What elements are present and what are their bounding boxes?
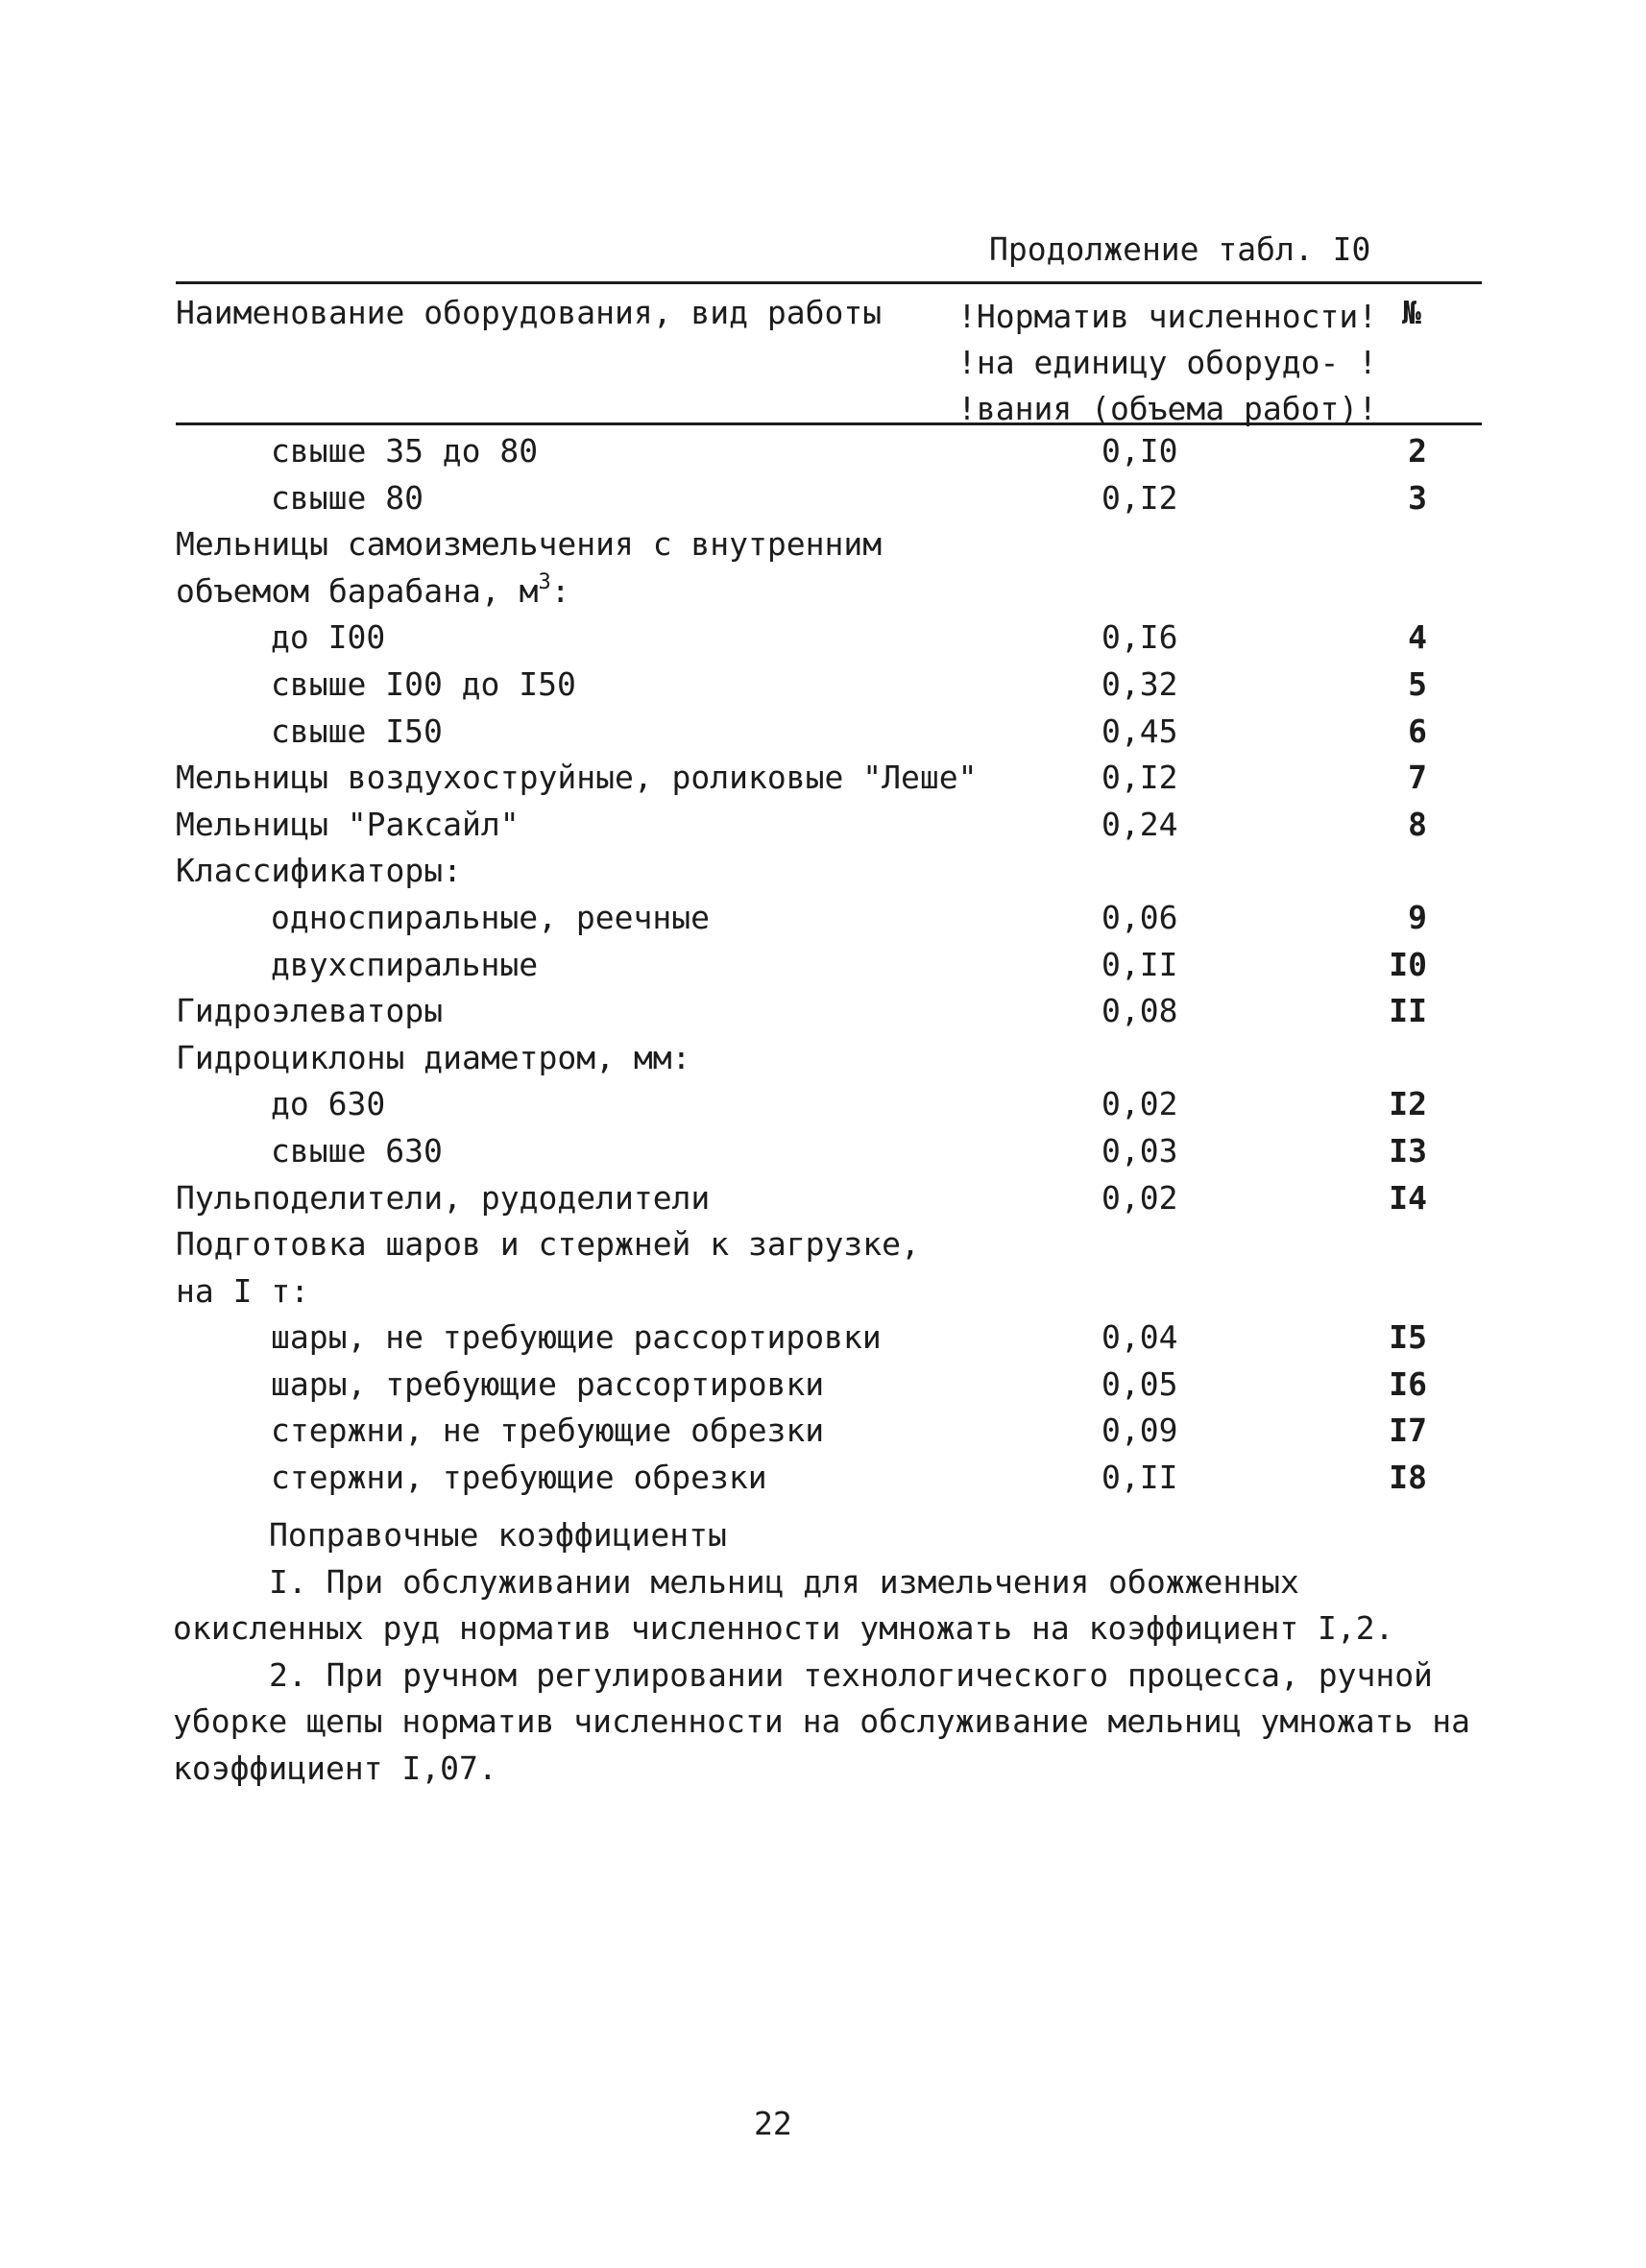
row-name: Пульподелители, рудоделители — [176, 1178, 711, 1217]
row-name: объемом барабана, м — [176, 571, 539, 610]
row-name-tail: : — [550, 571, 570, 610]
row-value: 0,03 — [1101, 1131, 1178, 1170]
table-row — [0, 1128, 1646, 1175]
row-value: 0,08 — [1101, 992, 1178, 1030]
row-value: 0,I2 — [1101, 759, 1178, 797]
header-norm-line: !вания (объема работ)! — [957, 390, 1378, 427]
table-row — [0, 1315, 1646, 1362]
row-value: 0,II — [1101, 1459, 1178, 1497]
row-number: I4 — [1389, 1178, 1427, 1217]
row-name: стержни, не требующие обрезки — [271, 1411, 825, 1450]
row-number: I7 — [1389, 1411, 1427, 1450]
row-name: односпиральные, реечные — [271, 898, 710, 936]
table-row — [0, 1035, 1646, 1082]
row-name: Мельницы самоизмельчения с внутренним — [176, 525, 883, 564]
table-body — [0, 428, 1646, 1502]
row-name: Классификаторы: — [176, 852, 463, 890]
row-name: на I т: — [176, 1271, 310, 1310]
table-row — [0, 1455, 1646, 1502]
table-row — [0, 848, 1646, 895]
row-number: 2 — [1408, 432, 1427, 470]
row-name: свыше 630 — [271, 1131, 443, 1170]
table-row — [0, 1081, 1646, 1128]
row-value: 0,06 — [1101, 898, 1178, 936]
row-number: I2 — [1389, 1085, 1427, 1123]
notes-title: Поправочные коэффициенты — [269, 1516, 727, 1554]
row-value: 0,45 — [1101, 712, 1178, 750]
row-name: свыше 35 до 80 — [271, 432, 539, 470]
table-row — [0, 1408, 1646, 1455]
row-value: 0,02 — [1101, 1178, 1178, 1217]
table-row — [0, 521, 1646, 568]
row-number: I3 — [1389, 1131, 1427, 1170]
row-name: двухспиральные — [271, 945, 539, 983]
header-number-column: № — [1402, 294, 1421, 331]
row-name: до I00 — [271, 618, 386, 657]
row-value: 0,I0 — [1101, 432, 1178, 470]
row-name: Подготовка шаров и стержней к загрузке, — [176, 1225, 920, 1264]
row-number: 5 — [1408, 664, 1427, 703]
row-value: 0,09 — [1101, 1411, 1178, 1450]
table-row — [0, 475, 1646, 522]
table-row — [0, 802, 1646, 849]
note-paragraph: 2. При ручном регулировании технологического процесса, ручной уборке щепы норматив численности на обслуживание мельниц умножать на коэффициент I,07. — [173, 1655, 1471, 1787]
table-row — [0, 615, 1646, 662]
header-bottom-rule — [176, 422, 1482, 425]
row-value: 0,04 — [1101, 1318, 1178, 1357]
table-row — [0, 988, 1646, 1035]
table-row — [0, 1362, 1646, 1409]
row-number: I5 — [1389, 1318, 1427, 1357]
note-paragraph: I. При обслуживании мельниц для измельчения обожженных окисленных руд норматив численности умножать на коэффициент I,2. — [173, 1562, 1394, 1647]
header-norm-line: !Норматив численности! — [957, 298, 1378, 335]
table-top-rule — [176, 281, 1482, 284]
row-name: Мельницы воздухоструйные, роликовые "Леше" — [176, 759, 978, 797]
row-value: 0,32 — [1101, 664, 1178, 703]
row-name: до 630 — [271, 1085, 386, 1123]
row-value: 0,II — [1101, 945, 1178, 983]
superscript: 3 — [538, 569, 551, 594]
table-row — [0, 942, 1646, 989]
table-row — [0, 709, 1646, 756]
row-name: свыше I00 до I50 — [271, 664, 576, 703]
row-name: свыше 80 — [271, 478, 424, 517]
row-number: 6 — [1408, 712, 1427, 750]
row-name-group — [176, 568, 570, 615]
row-number: I8 — [1389, 1459, 1427, 1497]
header-norm-line: !на единицу оборудо- ! — [957, 344, 1378, 381]
header-name-column: Наименование оборудования, вид работы — [176, 294, 883, 331]
row-number: 7 — [1408, 759, 1427, 797]
row-name: Гидроциклоны диаметром, мм: — [176, 1038, 691, 1076]
row-name: Гидроэлеваторы — [176, 992, 444, 1030]
table-row — [0, 1175, 1646, 1222]
table-row — [0, 428, 1646, 475]
table-row — [0, 662, 1646, 709]
header-norm-column — [957, 294, 1377, 432]
page-number: 22 — [754, 2105, 792, 2142]
row-name: шары, требующие рассортировки — [271, 1364, 825, 1403]
row-value: 0,I6 — [1101, 618, 1178, 657]
row-number: I6 — [1389, 1364, 1427, 1403]
table-row — [0, 568, 1646, 615]
table-row — [0, 1268, 1646, 1315]
row-number: I0 — [1389, 945, 1427, 983]
row-number: 3 — [1408, 478, 1427, 517]
row-value: 0,I2 — [1101, 478, 1178, 517]
row-number: 9 — [1408, 898, 1427, 936]
correction-notes — [173, 1512, 1479, 1792]
table-row — [0, 895, 1646, 942]
row-number: II — [1389, 992, 1427, 1030]
row-number: 4 — [1408, 618, 1427, 657]
row-value: 0,05 — [1101, 1364, 1178, 1403]
table-caption: Продолжение табл. I0 — [989, 230, 1371, 268]
row-value: 0,02 — [1101, 1085, 1178, 1123]
row-name: свыше I50 — [271, 712, 443, 750]
row-value: 0,24 — [1101, 805, 1178, 843]
table-row — [0, 1221, 1646, 1268]
row-name: шары, не требующие рассортировки — [271, 1318, 882, 1357]
row-name: Мельницы "Раксайл" — [176, 805, 520, 843]
table-row — [0, 755, 1646, 802]
row-name: стержни, требующие обрезки — [271, 1459, 767, 1497]
row-number: 8 — [1408, 805, 1427, 843]
